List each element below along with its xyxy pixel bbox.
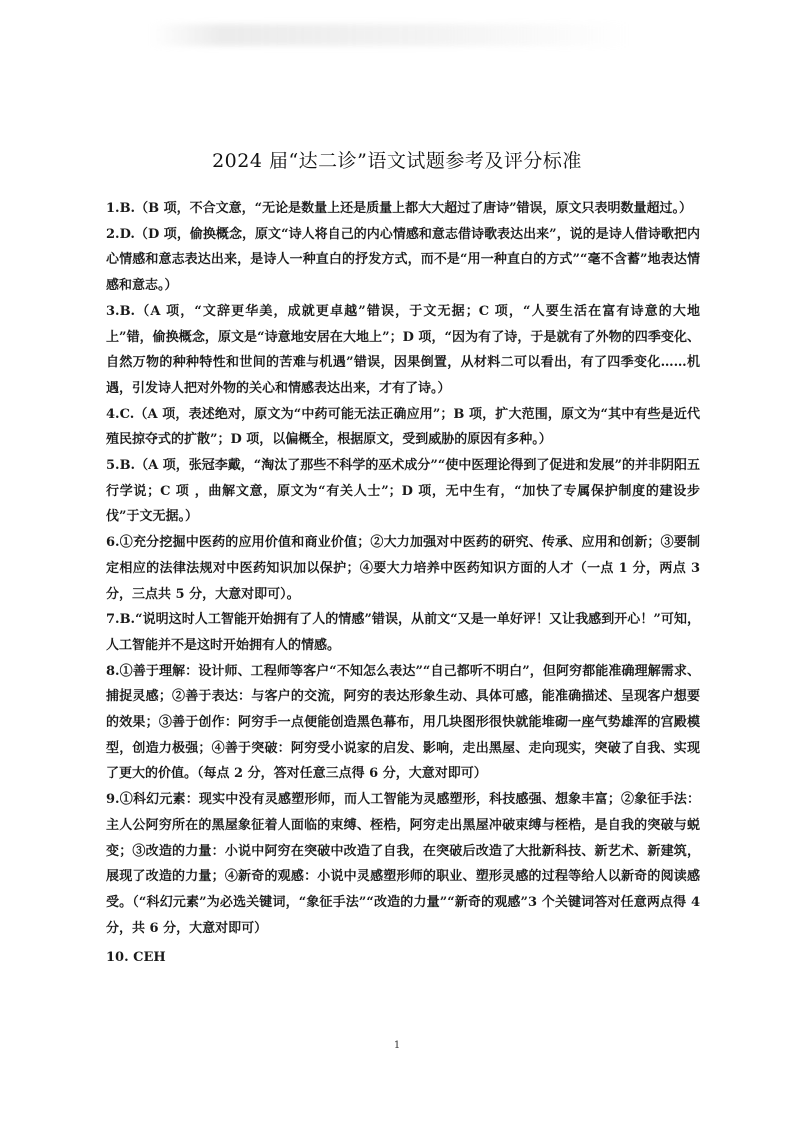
answer-item-9: 9.①科幻元素：现实中没有灵感塑形师，而人工智能为灵感塑形，科技感强、想象丰富；②象征手法：主人公阿穷所在的黑屋象征着人面临的束缚、桎梏，阿穷走出黑屋冲破束缚与桎梏，是自我的突破与蜕变；③改造的力量：小说中阿穷在突破中改造了自我，在突破后改造了大批新科技、新艺术、新建筑，展现了改造的力量；④新奇的观感：小说中灵感塑形师的职业、塑形灵感的过程等给人以新奇的阅读感受。（“科幻元素”为必选关键词，“象征手法”“改造的力量”“新奇的观感”3 个关键词答对任意两点得 4 分，共 6 分，大意对即可） — [106, 792, 700, 936]
answer-item-2: 2.D.（D 项，偷换概念，原文“诗人将自己的内心情感和意志借诗歌表达出来”，说的是诗人借诗歌把内心情感和意志表达出来，是诗人一种直白的抒发方式，而不是“用一种直白的方式”“毫不含蓄”地表达情感和意志。） — [106, 226, 700, 294]
answer-item-10: 10. CEH — [106, 950, 166, 966]
answer-item-3: 3.B.（A 项，“文辞更华美，成就更卓越”错误，于文无据；C 项，“人要生活在富有诗意的大地上”错，偷换概念，原文是“诗意地安居在大地上”；D 项，“因为有了诗，于是就有了外物的四季变化、自然万物的种种特性和世间的苦难与机遇”错误，因果倒置，从材料二可以看出，有了四季变化……机遇，引发诗人把对外物的关心和情感表达出来，才有了诗。） — [106, 303, 700, 396]
answer-item-7: 7.B.“说明这时人工智能开始拥有了人的情感”错误，从前文“又是一单好评！又让我感到开心！”可知，人工智能并不是这时开始拥有人的情感。 — [106, 612, 700, 653]
answer-list — [106, 196, 700, 971]
answer-item-8: 8.①善于理解：设计师、工程师等客户“不知怎么表达”“自己都听不明白”，但阿穷都能准确理解需求、捕捉灵感；②善于表达：与客户的交流，阿穷的表达形象生动、具体可感，能准确描述、呈现客户想要的效果；③善于创作：阿穷手一点便能创造黑色幕布，用几块图形很快就能堆砌一座气势雄浑的宫殿模型，创造力极强；④善于突破：阿穷受小说家的启发、影响，走出黑屋、走向现实，突破了自我、实现了更大的价值。（每点 2 分，答对任意三点得 6 分，大意对即可） — [106, 663, 700, 782]
answer-item-1: 1.B.（B 项，不合文意，“无论是数量上还是质量上都大大超过了唐诗”错误，原文只表明数量超过。） — [106, 201, 693, 216]
answer-item-5: 5.B.（A 项，张冠李戴，“淘汰了那些不科学的巫术成分”“使中医理论得到了促进和发展”的并非阴阳五行学说；C 项 ，曲解文意，原文为“有关人士”；D 项，无中生有，“加快了专属保护制度的建设步伐”于文无据。） — [106, 458, 700, 525]
answer-item-6: 6.①充分挖掘中医药的应用价值和商业价值；②大力加强对中医药的研究、传承、应用和创新；③要制定相应的法律法规对中医药知识加以保护；④要大力培养中医药知识方面的人才（一点 1 分，两点 3 分，三点共 5 分，大意对即可）。 — [106, 535, 700, 602]
document-title: 2024 届“达二诊”语文试题参考及评分标准 — [212, 150, 582, 172]
answer-item-4: 4.C.（A 项，表述绝对，原文为“中药可能无法正确应用”；B 项，扩大范围，原文为“其中有些是近代殖民掠夺式的扩散”；D 项，以偏概全，根据原文，受到威胁的原因有多种。） — [106, 406, 700, 448]
scan-smudge — [150, 24, 630, 46]
page-number: 1 — [393, 1040, 401, 1051]
